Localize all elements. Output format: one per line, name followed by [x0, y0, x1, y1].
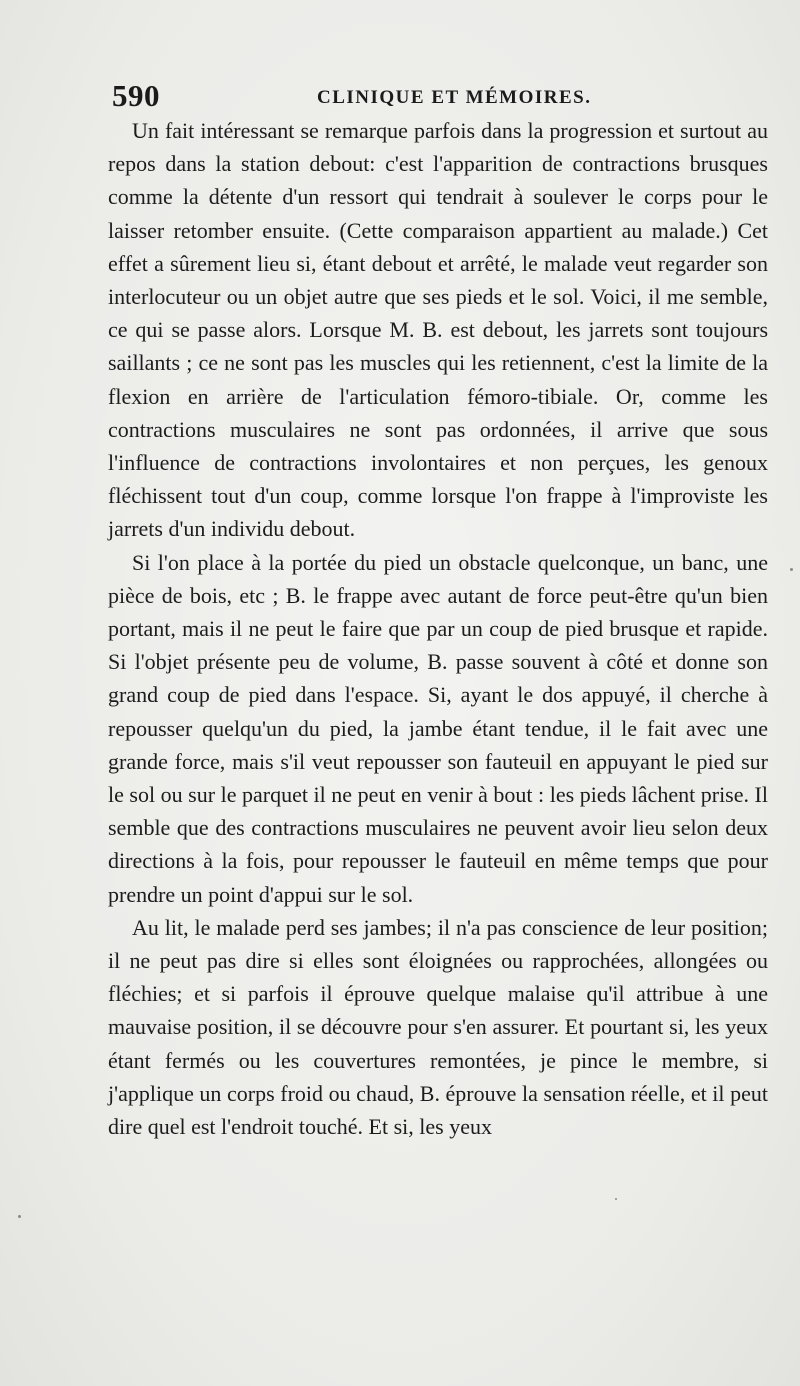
page-header: [112, 78, 772, 114]
paragraph-1: Un fait intéressant se remarque parfois dans la progression et surtout au repos dans la station debout: c'est l'apparition de contractions brusques comme la détente d'un ressort qui tendrait à soulever le corps pour le laisser retomber ensuite. (Cette comparaison appartient au malade.) Cet effet a sûrement lieu si, étant debout et arrêté, le malade veut regarder son interlocuteur ou un objet autre que ses pieds et le sol. Voici, il me semble, ce qui se passe alors. Lorsque M. B. est debout, les jarrets sont toujours saillants ; ce ne sont pas les muscles qui les retiennent, c'est la limite de la flexion en arrière de l'articulation fémoro-tibiale. Or, comme les contractions musculaires ne sont pas ordonnées, il arrive que sous l'influence de contractions involontaires et non perçues, les genoux fléchissent tout d'un coup, comme lorsque l'on frappe à l'improviste les jarrets d'un individu debout.: [108, 118, 768, 542]
paragraph-2: Si l'on place à la portée du pied un obstacle quelconque, un banc, une pièce de bois, etc ; B. le frappe avec autant de force peut-être qu'un bien portant, mais il ne peut le faire que par un coup de pied brusque et rapide. Si l'objet présente peu de volume, B. passe souvent à côté et donne son grand coup de pied dans l'espace. Si, ayant le dos appuyé, il cherche à repousser quelqu'un du pied, la jambe étant tendue, il le fait avec une grande force, mais s'il veut repousser son fauteuil en appuyant le pied sur le sol ou sur le parquet il ne peut en venir à bout : les pieds lâchent prise. Il semble que des contractions musculaires ne peuvent avoir lieu selon deux directions à la fois, pour repousser le fauteuil en même temps que pour prendre un point d'appui sur le sol.: [108, 549, 768, 907]
page-number: 590: [112, 78, 160, 113]
paper-speck: [615, 1198, 617, 1200]
paper-speck: [790, 568, 793, 571]
running-head: CLINIQUE ET MÉMOIRES.: [317, 87, 592, 108]
paper-speck: [18, 1215, 21, 1218]
paragraph-3: Au lit, le malade perd ses jambes; il n'a pas conscience de leur position; il ne peut pas dire si elles sont éloignées ou rapprochées, allongées ou fléchies; et si parfois il éprouve quelque malaise qu'il attribue à une mauvaise position, il se découvre pour s'en assurer. Et pourtant si, les yeux étant fermés ou les couvertures remontées, je pince le membre, si j'applique un corps froid ou chaud, B. éprouve la sensation réelle, et il peut dire quel est l'endroit touché. Et si, les yeux: [108, 914, 768, 1140]
body-text: [108, 114, 768, 1143]
